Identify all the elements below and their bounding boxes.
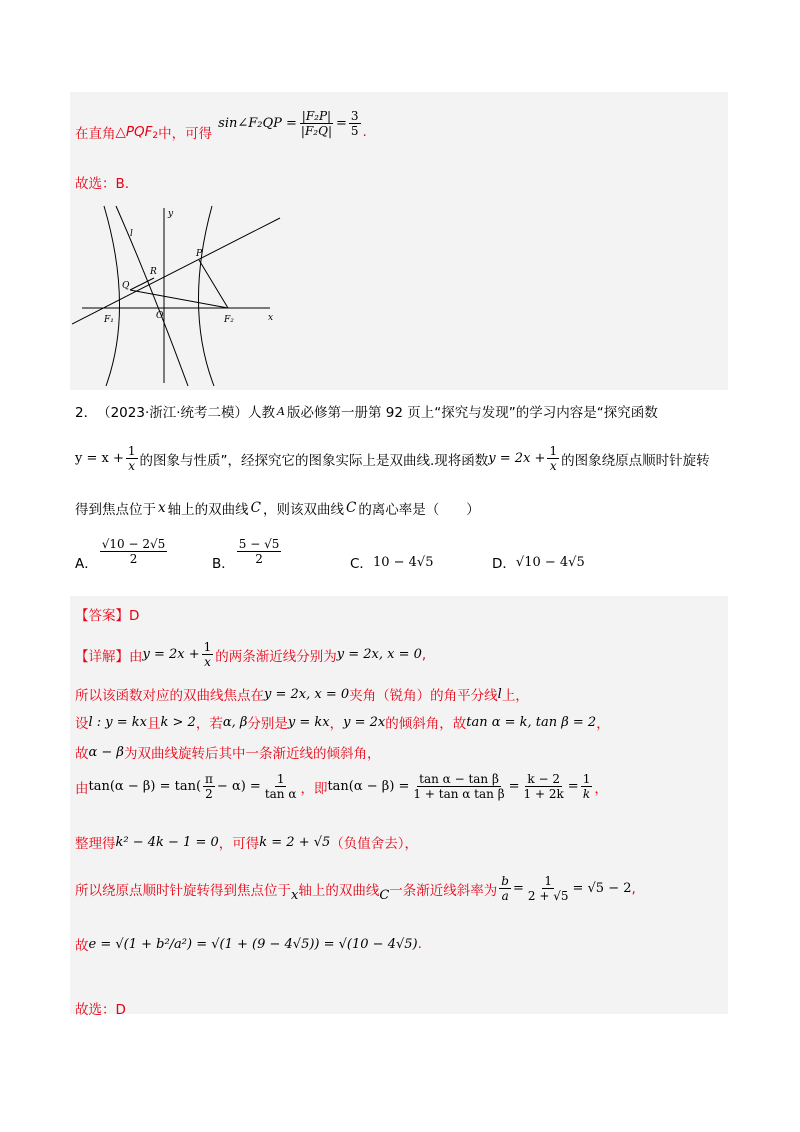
den: a — [501, 889, 509, 903]
text: （负值舍去）， — [330, 836, 419, 852]
period: . — [362, 124, 367, 140]
solution1-line1 — [75, 104, 367, 142]
text: ，则该双曲线 — [262, 502, 344, 518]
label-x: x — [268, 313, 274, 323]
text: 版必修第一册第 92 页上“探究与发现”的学习内容是“探究函数 — [287, 405, 658, 421]
den: 5 — [350, 123, 359, 138]
answer-line4 — [75, 742, 380, 762]
text: ， — [329, 716, 344, 732]
num: |F₂P| — [301, 108, 332, 123]
text: ，若 — [195, 716, 223, 732]
math: y = kx — [287, 714, 330, 730]
left-branch — [104, 206, 120, 386]
label-P: P — [196, 249, 203, 259]
num: 5 − √5 — [238, 536, 280, 551]
math: k = 2 + √5 — [259, 834, 331, 850]
answer-line5 — [75, 772, 608, 801]
fraction — [411, 772, 506, 801]
text: 故 — [75, 746, 89, 762]
text: 由 — [75, 780, 89, 797]
math: e = √(1 + b²/a²) = √(1 + (9 − 4√5)) = √(10 − 4√5) — [88, 936, 418, 952]
den: 2 — [205, 787, 213, 801]
num: 1 — [127, 444, 136, 458]
answer-label: 【答案】D — [75, 608, 140, 624]
fraction — [263, 772, 299, 801]
text: 且 — [147, 716, 161, 732]
text: 夹角（锐角）的角平分线 — [349, 688, 498, 704]
math: l — [497, 686, 502, 702]
segment-QF2 — [130, 290, 228, 308]
text: ，即 — [300, 780, 328, 797]
math: tan α = k, tan β = 2 — [466, 714, 597, 730]
den: 1 + tan α tan β — [413, 787, 505, 801]
den: 1 + 2k — [523, 787, 564, 801]
text: 人教 — [248, 405, 276, 421]
text: 轴上的双曲线 — [298, 882, 380, 899]
text: 所以该函数对应的双曲线焦点在 — [75, 688, 264, 704]
num: π — [205, 772, 213, 786]
question-source: （2023·浙江·统考二模） — [97, 405, 249, 421]
math: k² − 4k − 1 = 0 — [115, 834, 219, 850]
hyperbola-figure — [72, 198, 282, 388]
option-label: D． — [492, 556, 516, 572]
label-y: y — [168, 209, 174, 219]
option-value: 10 − 4√5 — [372, 554, 434, 570]
math: α, β — [222, 714, 248, 730]
num: 1 — [549, 444, 558, 458]
math: y = 2x — [343, 714, 386, 730]
math: y = 2x, x = 0 — [264, 686, 350, 702]
num: k − 2 — [527, 772, 560, 786]
text: ， — [594, 780, 608, 797]
label-R: R — [150, 267, 157, 277]
text: , — [631, 880, 636, 897]
fraction — [526, 874, 571, 903]
math: = — [512, 881, 524, 896]
fraction — [522, 772, 566, 801]
math-sin: sin∠F₂QP = — [218, 115, 297, 131]
label-F1: F₁ — [104, 315, 114, 325]
den: |F₂Q| — [300, 123, 332, 138]
answer-line2 — [75, 684, 529, 704]
subscript: 2 — [152, 131, 159, 141]
num: √10 − 2√5 — [101, 536, 166, 551]
answer-choice: 故选：D — [75, 1002, 126, 1018]
right-branch — [198, 206, 214, 386]
answer-line3 — [75, 712, 610, 732]
solution1-choice: 故选：B. — [75, 176, 130, 192]
math: y = 2x, x = 0 — [336, 647, 422, 662]
text: 分别是 — [247, 716, 288, 732]
den: k — [582, 787, 591, 801]
question2-line2 — [75, 444, 710, 473]
text: 整理得 — [75, 836, 116, 852]
triangle: △PQF — [115, 124, 153, 140]
answer-line7 — [75, 874, 636, 903]
math: l : y = kx — [88, 714, 148, 730]
text: A — [277, 404, 285, 418]
den: 2 + √5 — [527, 889, 569, 903]
num: 1 — [276, 772, 285, 786]
detail-label: 【详解】 — [75, 648, 129, 665]
text: 上， — [501, 688, 529, 704]
text: 的两条渐近线分别为 — [215, 648, 337, 665]
num: tan α − tan β — [419, 772, 499, 786]
math: k > 2 — [160, 714, 196, 730]
answer-line1 — [75, 640, 426, 669]
text: 由 — [129, 648, 143, 665]
math: x — [291, 888, 299, 903]
eq: = — [335, 115, 347, 131]
text: ，可得 — [218, 836, 260, 852]
fraction — [126, 444, 138, 473]
math: y = 2x + — [142, 647, 200, 662]
fraction — [237, 537, 282, 566]
fraction — [202, 640, 214, 669]
math: = — [508, 779, 520, 794]
math: C — [379, 888, 390, 903]
answer-line8 — [75, 934, 422, 954]
option-label: C． — [350, 556, 373, 572]
fraction — [203, 772, 215, 801]
text: 中，可得 — [158, 126, 213, 142]
num: 1 — [544, 874, 553, 888]
num: 1 — [203, 640, 212, 654]
math: = — [567, 779, 579, 794]
label-F2: F₂ — [224, 315, 234, 325]
text: . — [417, 936, 422, 952]
fraction — [581, 772, 593, 801]
fraction — [499, 874, 511, 903]
num: 3 — [350, 108, 359, 123]
text: ， — [596, 716, 610, 732]
text: 故 — [75, 938, 89, 954]
fraction — [100, 537, 168, 566]
label-Q: Q — [122, 281, 130, 291]
fraction-result — [349, 109, 361, 138]
var-x: x — [158, 500, 166, 516]
var-C: C — [345, 500, 357, 516]
den: tan α — [264, 787, 297, 801]
option-value: √10 − 4√5 — [515, 554, 585, 570]
text: 的倾斜角，故 — [385, 716, 467, 732]
text: 的图象与性质”，经探究它的图象实际上是双曲线.现将函数 — [139, 452, 489, 469]
math: tan(α − β) = — [327, 779, 410, 794]
math: − α) = — [216, 779, 261, 794]
label-O: O — [156, 311, 164, 321]
text: 轴上的双曲线 — [167, 502, 249, 518]
question-number: 2． — [75, 405, 98, 421]
text: 的离心率是（ ） — [358, 502, 480, 518]
option-label: B． — [212, 556, 235, 572]
math: = √5 − 2 — [572, 881, 632, 896]
text: 一条渐近线斜率为 — [389, 882, 498, 899]
den: x — [204, 655, 211, 669]
option-C[interactable] — [350, 552, 433, 572]
option-A[interactable] — [75, 530, 169, 572]
var-C: C — [250, 500, 261, 516]
den: 2 — [129, 551, 138, 566]
num: 1 — [582, 772, 591, 786]
function-2: y = 2x + — [488, 451, 546, 466]
option-label: A． — [75, 556, 98, 572]
text: 所以绕原点顺时针旋转得到焦点位于 — [75, 882, 291, 899]
text: 设 — [75, 716, 89, 732]
text: 的图象绕原点顺时针旋转 — [561, 452, 710, 469]
den: x — [128, 459, 136, 473]
num: b — [501, 874, 509, 888]
option-D[interactable] — [492, 552, 585, 572]
text: , — [421, 646, 427, 663]
text: 得到焦点位于 — [75, 502, 156, 518]
den: x — [549, 459, 557, 473]
fraction — [299, 109, 334, 138]
option-B[interactable] — [212, 530, 283, 572]
label-l: l — [130, 229, 133, 239]
math: α − β — [88, 744, 124, 760]
segment-PF2 — [199, 260, 228, 308]
answer-line6 — [75, 832, 418, 852]
function-1: y = x + — [75, 451, 124, 466]
question2-line3 — [75, 498, 480, 518]
question2-line1 — [75, 401, 658, 421]
text: 为双曲线旋转后其中一条渐近线的倾斜角， — [123, 746, 381, 762]
den: 2 — [255, 551, 263, 566]
math: tan(α − β) = tan( — [88, 779, 202, 794]
fraction — [547, 444, 559, 473]
text: 在直角 — [75, 126, 116, 142]
